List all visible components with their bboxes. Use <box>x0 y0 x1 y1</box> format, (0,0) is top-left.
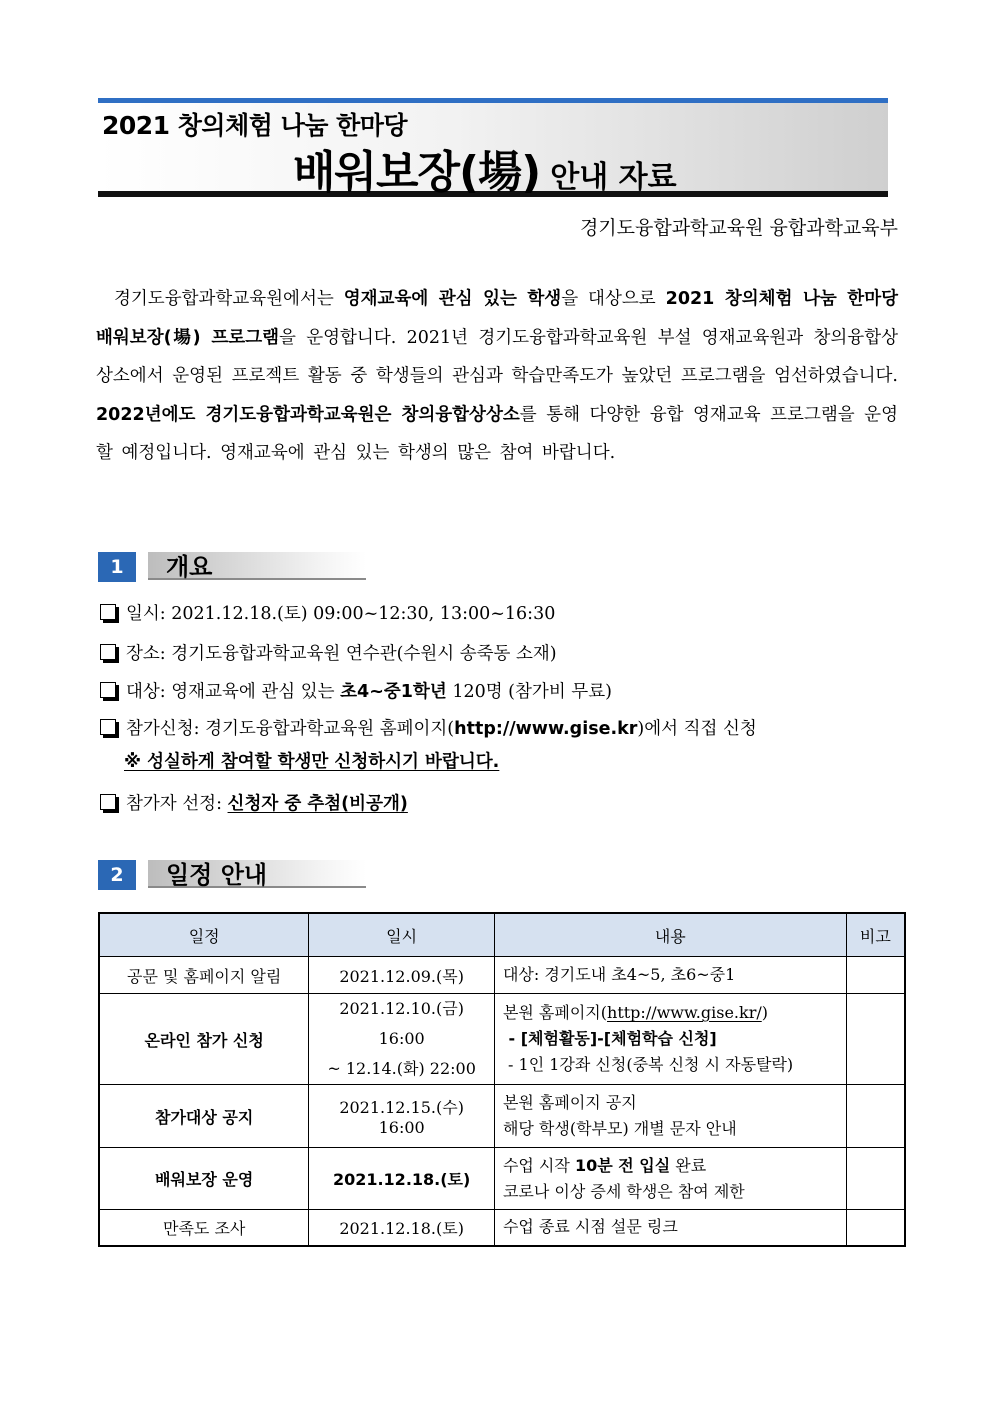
section2-header <box>98 860 366 890</box>
overview-date-text: 일시: 2021.12.18.(토) 09:00~12:30, 13:00~16:30 <box>126 604 556 624</box>
overview-select <box>100 790 408 815</box>
header-note: 비고 <box>846 913 905 957</box>
section1-number: 1 <box>98 552 136 582</box>
overview-target-c: 120명 (참가비 무료) <box>446 682 612 702</box>
overview-target-a: 대상: 영재교육에 관심 있는 <box>126 682 341 702</box>
intro-bold-1: 영재교육에 관심 있는 학생 <box>343 289 562 309</box>
content-bold: 10분 전 입실 <box>574 1155 671 1175</box>
intro-bold-3: 2022년에도 경기도융합과학교육원은 창의융합상상소 <box>96 404 520 425</box>
cell-content: 수업 종료 시점 설문 링크 <box>494 1210 846 1246</box>
content-text: 완료 <box>670 1155 707 1175</box>
title-line2 <box>293 136 677 200</box>
overview-target-b: 초4~중1학년 <box>340 682 447 702</box>
section2-number: 2 <box>98 860 136 890</box>
homepage-link[interactable]: http://www.gise.kr/ <box>607 1003 762 1022</box>
checkbox-bullet-icon <box>100 719 116 735</box>
table-row <box>99 1085 905 1148</box>
cell-when: 2021.12.09.(목) <box>309 957 495 994</box>
cell-when <box>309 994 495 1085</box>
cell-note <box>846 1085 905 1148</box>
cell-content-line2: - [체험활동]-[체험학습 신청] <box>502 1029 717 1048</box>
cell-content-line3: - 1인 1강좌 신청(중복 신청 시 자동탈락) <box>502 1055 794 1074</box>
section1-label: 개요 <box>148 552 366 580</box>
checkbox-bullet-icon <box>100 604 116 620</box>
checkbox-bullet-icon <box>100 644 116 660</box>
overview-apply-a: 참가신청: 경기도융합과학교육원 홈페이지( <box>126 719 455 739</box>
cell-content: 대상: 경기도내 초4~5, 초6~중1 <box>494 957 846 994</box>
overview-apply <box>100 715 757 740</box>
overview-apply-url[interactable]: http://www.gise.kr <box>454 719 638 739</box>
table-header-row <box>99 913 905 957</box>
cell-when: 2021.12.15.(수) 16:00 <box>309 1085 495 1148</box>
title-line1: 2021 창의체험 나눔 한마당 <box>102 111 408 140</box>
content-text: 수업 시작 <box>502 1155 575 1175</box>
table-row <box>99 994 905 1085</box>
cell-when: 2021.12.18.(토) <box>309 1148 495 1210</box>
cell-note <box>846 957 905 994</box>
overview-target <box>100 678 612 703</box>
cell-stage: 공문 및 홈페이지 알림 <box>99 957 309 994</box>
section2-label: 일정 안내 <box>148 860 366 888</box>
checkbox-bullet-icon <box>100 682 116 698</box>
overview-note: ※ 성실하게 참여할 학생만 신청하시기 바랍니다. <box>124 752 500 772</box>
overview-date <box>100 600 555 625</box>
intro-text-2: 을 대상으로 <box>561 289 666 309</box>
cell-note <box>846 994 905 1085</box>
cell-content-line1 <box>503 1000 838 1026</box>
cell-when-line2: ~ 12.14.(화) 22:00 <box>327 1059 476 1078</box>
checkbox-bullet-icon <box>100 794 116 810</box>
cell-stage: 배워보장 운영 <box>99 1148 309 1210</box>
header-when: 일시 <box>309 913 495 957</box>
content-text: 본원 홈페이지( <box>502 1003 608 1022</box>
intro-text-4: 를 통해 다양한 융합 영재교육 프로그램을 운영할 예정입니다. 영재교육에 관심 있는 학생의 많은 참여 바랍니다. <box>96 404 898 463</box>
cell-stage: 만족도 조사 <box>99 1210 309 1246</box>
table-row <box>99 957 905 994</box>
cell-when: 2021.12.18.(토) <box>309 1210 495 1246</box>
cell-note <box>846 1210 905 1246</box>
overview-select-a: 참가자 선정: <box>126 794 228 814</box>
table-row <box>99 1148 905 1210</box>
overview-select-b: 신청자 중 추첨(비공개) <box>227 794 408 814</box>
cell-note <box>846 1148 905 1210</box>
header-content: 내용 <box>494 913 846 957</box>
title-block <box>98 98 888 198</box>
cell-content-line2: 해당 학생(학부모) 개별 문자 안내 <box>502 1119 737 1138</box>
intro-bold-2: 2021 창의체험 나눔 한마당 배워보장(場) 프로그램 <box>96 289 898 348</box>
cell-content-line1: 본원 홈페이지 공지 <box>502 1093 637 1112</box>
cell-stage: 온라인 참가 신청 <box>99 994 309 1085</box>
table-row <box>99 1210 905 1246</box>
section1-header <box>98 552 366 582</box>
intro-text-1: 경기도융합과학교육원에서는 <box>114 289 344 309</box>
overview-place-text: 장소: 경기도융합과학교육원 연수관(수원시 송죽동 소재) <box>126 644 557 664</box>
schedule-table <box>98 912 906 1247</box>
title-main: 배워보장(場) <box>293 147 541 198</box>
title-sub: 안내 자료 <box>550 160 677 195</box>
overview-apply-b: )에서 직접 신청 <box>637 719 757 739</box>
cell-content <box>494 1085 846 1148</box>
cell-content-line1 <box>503 1153 838 1179</box>
overview-place <box>100 640 557 665</box>
cell-content <box>494 1148 846 1210</box>
org-line: 경기도융합과학교육원 융합과학교육부 <box>579 217 898 239</box>
intro-paragraph <box>96 280 898 473</box>
cell-content <box>494 994 846 1085</box>
intro-text-3: 을 운영합니다. 2021년 경기도융합과학교육원 부설 영재교육원과 창의융합상상소에서 운영된 프로젝트 활동 중 학생들의 관심과 학습만족도가 높았던 프로그램을 엄선하였습니다. <box>96 327 899 386</box>
cell-stage: 참가대상 공지 <box>99 1085 309 1148</box>
content-text: ) <box>761 1003 768 1022</box>
header-stage: 일정 <box>99 913 309 957</box>
cell-content-line2: 코로나 이상 증세 학생은 참여 제한 <box>502 1181 745 1201</box>
cell-when-line1: 2021.12.10.(금) 16:00 <box>339 999 464 1048</box>
